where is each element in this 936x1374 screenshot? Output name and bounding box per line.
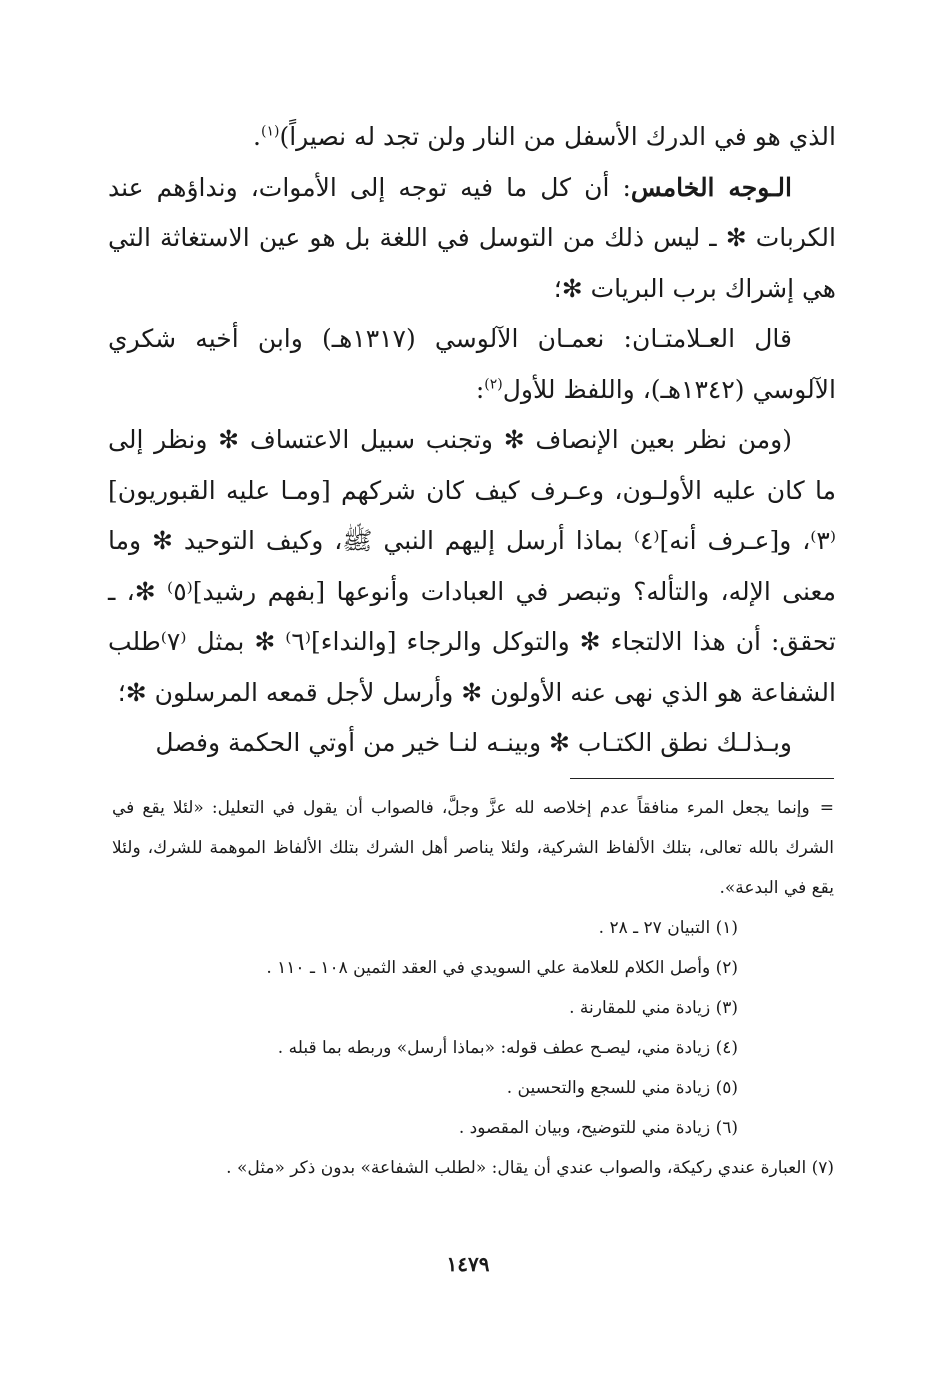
footnote-continuation-text: وإنما يجعل المرء منافقاً عدم إخلاصه لله عزَّ وجلَّ، فالصواب أن يقول في التعليل: «لئلا يقع في الشرك بالله تعالى، بتلك الألفاظ الشركية، ولئلا يناصر أهل الشرك بتلك الألفاظ الموهمة للشرك، ولئلا يقع في البدعة». [112,798,834,898]
footnote-ref-1[interactable]: (١) [260,123,280,140]
footnotes-section [112,788,834,1188]
section-heading-fifth-aspect: الـوجه الخامس [630,172,792,202]
paragraph-3-end: : [475,374,485,404]
paragraph-4: (ومن نظر بعين الإنصاف ✻ وتجنب سبيل الاعتساف ✻ ونظر إلى ما كان عليه الأولـون، وعـرف كيف كان شركهم [ومـا عليه القبوريون]⁽٣⁾، و[عـرف أنه]⁽٤⁾ بماذا أرسل إليهم النبي ﷺ، وكيف التوحيد ✻ وما معنى الإله، والتأله؟ وتبصر في العبادات وأنوعها [بفهم رشيد]⁽٥⁾ ✻، ـ تحقق: أن هذا الالتجاء ✻ والتوكل والرجاء [والنداء]⁽٦⁾ ✻ بمثل ⁽٧⁾طلب الشفاعة هو الذي نهى عنه الأولون ✻ وأرسل لأجل قمعه المرسلون ✻؛ [108,425,836,707]
paragraph-1-end: . [253,122,261,151]
paragraph-3 [108,314,836,415]
footnote-2: (٢) وأصل الكلام للعلامة علي السويدي في العقد الثمين ١٠٨ ـ ١١٠ . [266,958,738,978]
footnote-ref-2[interactable]: (٢) [484,376,503,393]
paragraph-3-text: قال العـلامتـان: نعمـان الآلوسي (١٣١٧هـ) وابن أخيه شكري الآلوسي (١٣٤٢هـ)، واللفظ للأول [108,324,836,404]
footnote-6: (٦) زيادة مني للتوضيح، وبيان المقصود . [458,1118,738,1138]
footnote-5: (٥) زيادة مني للسجع والتحسين . [506,1078,738,1098]
footnote-3: (٣) زيادة مني للمقارنة . [569,998,738,1018]
main-text [108,112,836,769]
footnote-divider [570,778,834,779]
paragraph-2-text: : أن كل ما فيه توجه إلى الأموات، ونداؤهم عند الكربات ✻ ـ ليس ذلك من التوسل في اللغة بل هو عين الاستغاثة التي هي إشراك برب البريات ✻؛ [108,172,836,303]
continuation-marker: = [819,798,834,818]
paragraph-1-text: الذي هو في الدرك الأسفل من النار ولن تجد له نصيراً) [279,122,836,151]
footnote-1: (١) التبيان ٢٧ ـ ٢٨ . [598,918,738,938]
footnote-7: (٧) العبارة عندي ركيكة، والصواب عندي أن يقال: «لطلب الشفاعة» بدون ذكر «مثل» . [226,1158,834,1178]
footnote-4: (٤) زيادة مني، ليصـح عطف قوله: «بماذا أرسل» وربطه بما قبله . [277,1038,738,1058]
page-number: ١٤٧٩ [446,1252,490,1276]
paragraph-2 [108,163,836,315]
paragraph-1 [108,112,836,163]
paragraph-5: وبـذلـك نطق الكتـاب ✻ وبينـه لنـا خير من أوتي الحكمة وفصل [155,728,792,757]
footnote-continuation [112,788,834,908]
